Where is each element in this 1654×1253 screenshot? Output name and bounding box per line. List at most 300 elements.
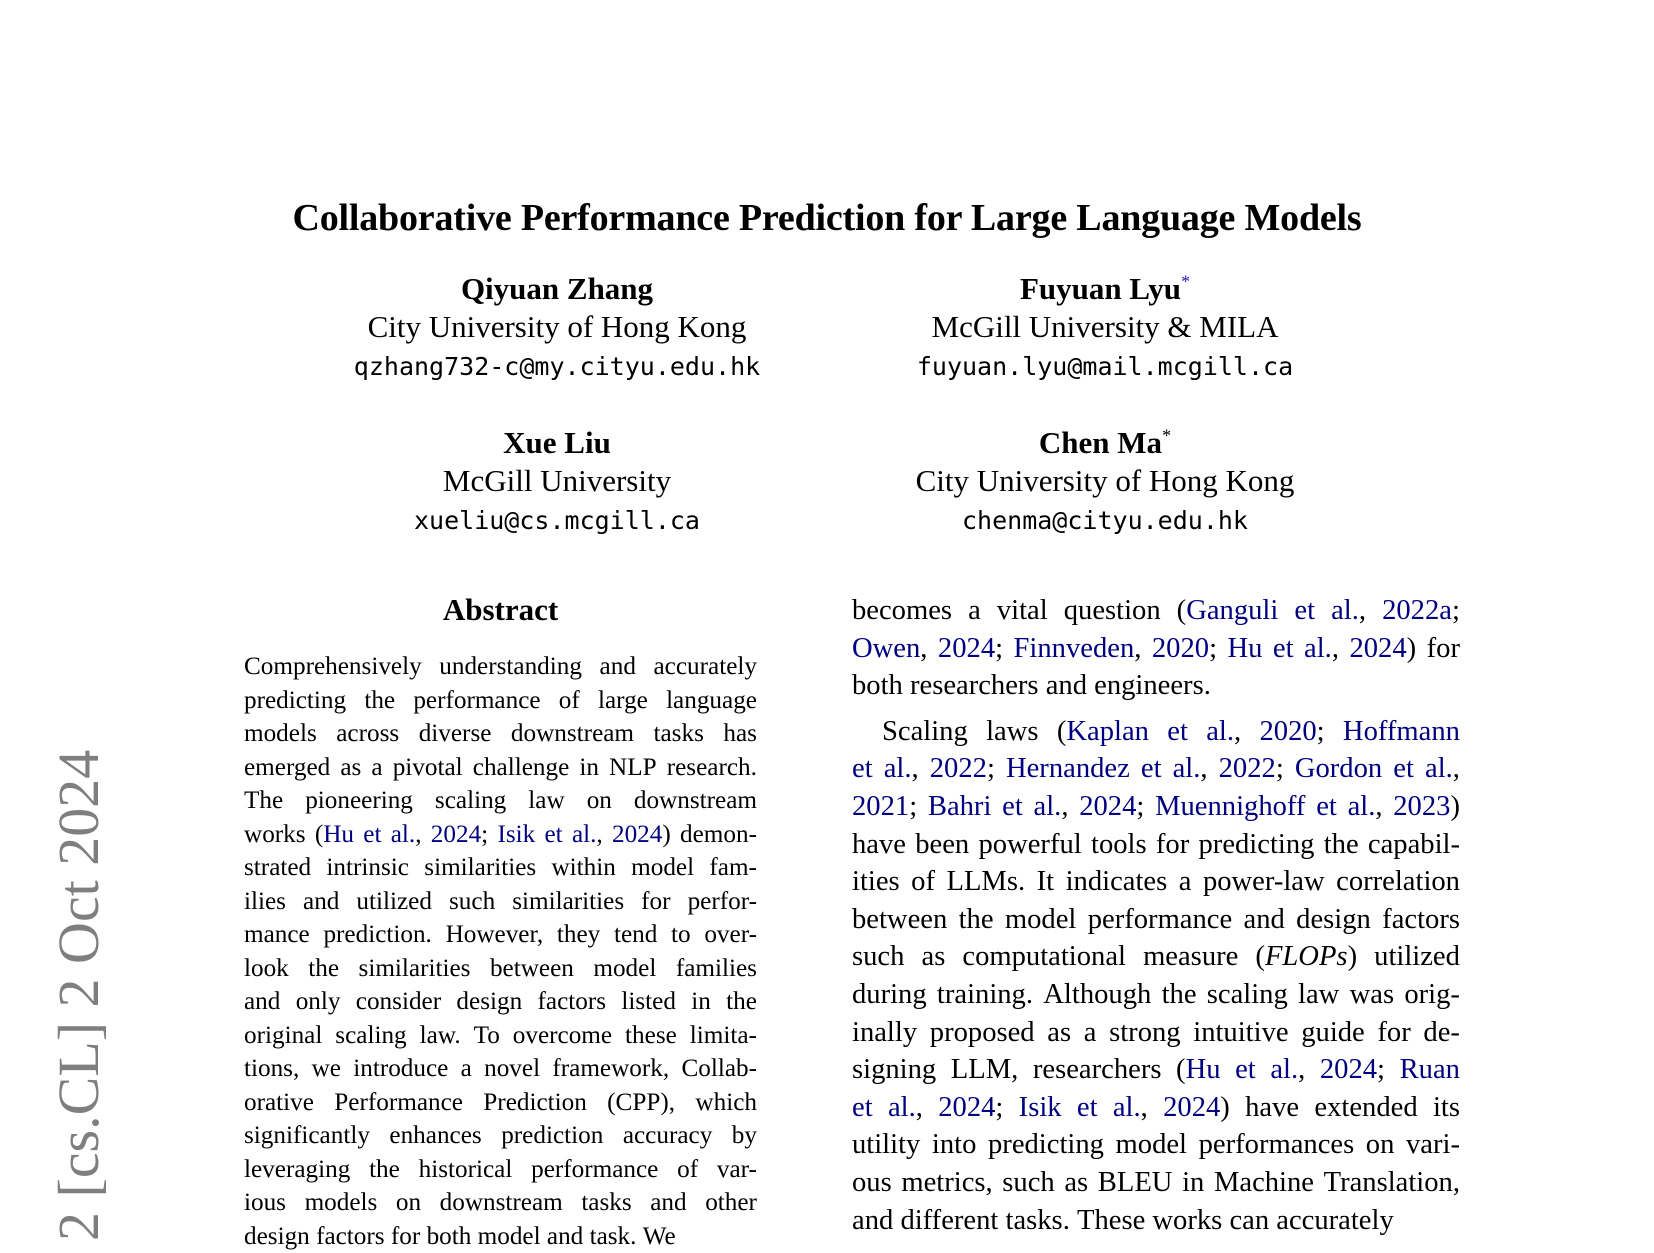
word bbox=[852, 1202, 893, 1240]
text-line bbox=[244, 952, 757, 986]
word bbox=[1320, 1051, 1385, 1089]
text-fragment: , bbox=[1453, 753, 1460, 784]
word bbox=[1057, 713, 1149, 751]
word bbox=[244, 1119, 370, 1153]
word bbox=[1199, 826, 1315, 864]
text-fragment: to bbox=[671, 921, 691, 948]
word bbox=[547, 1220, 583, 1253]
text-fragment: and bbox=[650, 1189, 686, 1216]
word bbox=[579, 751, 599, 785]
word bbox=[938, 630, 1003, 668]
text-fragment: Performance bbox=[334, 1089, 463, 1116]
text-fragment: pioneering bbox=[305, 787, 413, 814]
text-fragment: ilies bbox=[244, 888, 286, 915]
text-fragment: in bbox=[579, 754, 599, 781]
text-fragment: LLM, bbox=[951, 1054, 1019, 1085]
word bbox=[544, 818, 562, 852]
text-fragment: predicting bbox=[988, 1129, 1104, 1160]
citation-link[interactable]: Bahri bbox=[928, 791, 992, 822]
word bbox=[705, 1186, 757, 1220]
citation-link[interactable]: Hernandez bbox=[1006, 753, 1130, 784]
word bbox=[852, 667, 903, 705]
text-fragment: These bbox=[1077, 1205, 1145, 1236]
text-fragment: , bbox=[1359, 595, 1366, 626]
word bbox=[1294, 592, 1315, 630]
text-fragment: in bbox=[1182, 1167, 1204, 1198]
text-fragment: accuracy bbox=[623, 1122, 712, 1149]
word bbox=[704, 918, 757, 952]
arxiv-stamp[interactable]: 2 [cs.CL] 2 Oct 2024 bbox=[50, 750, 108, 1241]
text-fragment: ; bbox=[1276, 753, 1284, 784]
paragraph-gap bbox=[852, 705, 1460, 713]
citation-link[interactable]: Muennighoff bbox=[1155, 791, 1305, 822]
word bbox=[930, 1014, 1035, 1052]
word bbox=[316, 1220, 385, 1253]
text-fragment: We bbox=[643, 1223, 676, 1250]
word bbox=[643, 1220, 676, 1253]
word bbox=[1177, 592, 1279, 630]
intro-paragraph-2 bbox=[852, 713, 1460, 1239]
text-fragment: model bbox=[1116, 1129, 1187, 1160]
citation-link[interactable]: 2022 bbox=[1219, 753, 1276, 784]
word bbox=[884, 750, 919, 788]
text-fragment: models bbox=[244, 720, 317, 747]
word bbox=[852, 976, 927, 1014]
citation-link[interactable]: al. bbox=[572, 821, 596, 848]
word bbox=[391, 818, 422, 852]
text-fragment: strong bbox=[1109, 1017, 1180, 1048]
text-fragment: powerful bbox=[979, 829, 1082, 860]
text-line bbox=[244, 650, 757, 684]
text-fragment: such bbox=[449, 888, 495, 915]
word bbox=[312, 1052, 341, 1086]
word bbox=[513, 1019, 612, 1053]
word bbox=[435, 784, 506, 818]
citation-link[interactable]: et bbox=[1167, 716, 1188, 747]
word bbox=[1343, 713, 1460, 751]
text-fragment: a bbox=[968, 595, 981, 626]
citation-link[interactable]: al. bbox=[888, 1092, 916, 1123]
text-fragment: measure bbox=[1143, 941, 1238, 972]
text-line bbox=[852, 938, 1460, 976]
author-name: Xue Liu bbox=[277, 424, 837, 462]
text-line bbox=[852, 1051, 1460, 1089]
citation-link[interactable]: et bbox=[363, 821, 381, 848]
word bbox=[244, 684, 346, 718]
word bbox=[951, 1051, 1019, 1089]
text-fragment: a bbox=[371, 754, 382, 781]
text-fragment: ) bbox=[1220, 1092, 1230, 1123]
word bbox=[852, 788, 917, 826]
citation-link[interactable]: al. bbox=[1034, 791, 1062, 822]
word bbox=[1255, 938, 1357, 976]
citation-link[interactable]: Owen bbox=[852, 633, 920, 664]
citation-link[interactable]: al. bbox=[1331, 595, 1359, 626]
word bbox=[353, 1052, 448, 1086]
text-line bbox=[244, 1086, 757, 1120]
citation-link[interactable]: 2022a bbox=[1382, 595, 1452, 626]
author-email[interactable]: xueliu@cs.mcgill.ca bbox=[277, 500, 837, 542]
word bbox=[709, 851, 757, 885]
word bbox=[593, 952, 656, 986]
text-fragment: ( bbox=[1177, 595, 1187, 626]
text-fragment: , bbox=[1234, 716, 1241, 747]
citation-link[interactable]: al. bbox=[391, 821, 415, 848]
word bbox=[1182, 1164, 1204, 1202]
text-line bbox=[852, 1164, 1460, 1202]
text-fragment: families bbox=[676, 955, 757, 982]
word bbox=[1273, 630, 1294, 668]
text-fragment: these bbox=[625, 1022, 677, 1049]
text-fragment: research. bbox=[667, 754, 757, 781]
word bbox=[1336, 863, 1460, 901]
text-fragment: , bbox=[1141, 1092, 1148, 1123]
citation-link[interactable]: et bbox=[1393, 753, 1414, 784]
citation-link[interactable]: Ruan bbox=[1400, 1054, 1460, 1085]
text-fragment: and bbox=[303, 888, 339, 915]
text-fragment: such bbox=[852, 941, 904, 972]
text-fragment: a bbox=[1179, 866, 1192, 897]
word bbox=[680, 818, 757, 852]
word bbox=[512, 885, 624, 919]
text-fragment: during bbox=[852, 979, 927, 1010]
text-fragment: scaling bbox=[435, 787, 506, 814]
word bbox=[937, 976, 1033, 1014]
text-fragment: tasks bbox=[581, 1189, 631, 1216]
text-fragment: intuitive bbox=[1193, 1017, 1288, 1048]
text-fragment: orig- bbox=[1404, 979, 1460, 1010]
text-fragment: ; bbox=[987, 753, 995, 784]
citation-link[interactable]: Isik bbox=[497, 821, 535, 848]
word bbox=[979, 826, 1082, 864]
word bbox=[650, 1186, 686, 1220]
word bbox=[901, 1164, 992, 1202]
citation-link[interactable]: Gordon bbox=[1295, 753, 1382, 784]
text-fragment: perfor- bbox=[688, 888, 757, 915]
citation-link[interactable]: et bbox=[1316, 791, 1337, 822]
word bbox=[900, 1202, 998, 1240]
text-fragment: , bbox=[1375, 791, 1382, 822]
author-email[interactable]: fuyuan.lyu@mail.mcgill.ca bbox=[825, 346, 1385, 388]
text-line bbox=[852, 592, 1460, 630]
text-fragment: both bbox=[427, 1223, 472, 1250]
word bbox=[598, 684, 648, 718]
text-fragment: downstream bbox=[634, 787, 757, 814]
citation-link[interactable]: al. bbox=[1173, 753, 1201, 784]
word bbox=[356, 985, 441, 1019]
author-email[interactable]: chenma@cityu.edu.hk bbox=[825, 500, 1385, 542]
text-fragment: , bbox=[916, 1092, 923, 1123]
text-fragment: ; bbox=[995, 1092, 1003, 1123]
text-fragment: have bbox=[1245, 1092, 1299, 1123]
word bbox=[363, 818, 381, 852]
word bbox=[1349, 630, 1416, 668]
word bbox=[474, 1019, 500, 1053]
word bbox=[1006, 750, 1130, 788]
citation-link[interactable]: 2020 bbox=[1152, 633, 1209, 664]
text-fragment: de- bbox=[1423, 1017, 1460, 1048]
text-fragment: the bbox=[1324, 829, 1359, 860]
text-fragment: framework, bbox=[552, 1055, 669, 1082]
text-fragment: Translation, bbox=[1324, 1167, 1460, 1198]
citation-link[interactable]: al. bbox=[1304, 633, 1332, 664]
text-fragment: ; bbox=[1452, 595, 1460, 626]
text-line bbox=[852, 630, 1460, 668]
citation-link[interactable]: 2024 bbox=[612, 821, 662, 848]
citation-link[interactable]: Hu bbox=[1186, 1054, 1221, 1085]
word bbox=[1377, 1014, 1410, 1052]
word bbox=[244, 985, 280, 1019]
text-line bbox=[244, 684, 757, 718]
word bbox=[1229, 1202, 1269, 1240]
text-fragment: model bbox=[478, 1223, 541, 1250]
text-fragment: ; bbox=[1377, 1054, 1385, 1085]
text-fragment: ous bbox=[852, 1167, 892, 1198]
text-fragment: Although bbox=[1043, 979, 1151, 1010]
citation-link[interactable]: Isik bbox=[1019, 1092, 1062, 1123]
citation-link[interactable]: et bbox=[852, 753, 873, 784]
citation-link[interactable]: 2022 bbox=[930, 753, 987, 784]
text-fragment: BLEU bbox=[1098, 1167, 1173, 1198]
citation-link[interactable]: 2024 bbox=[1349, 633, 1406, 664]
word bbox=[1143, 938, 1238, 976]
word bbox=[473, 751, 570, 785]
word bbox=[1244, 901, 1285, 939]
text-line bbox=[244, 751, 757, 785]
text-fragment: for bbox=[391, 1223, 420, 1250]
text-fragment: ; bbox=[481, 821, 488, 848]
text-fragment: (CPP), bbox=[607, 1089, 675, 1116]
text-fragment: by bbox=[732, 1122, 757, 1149]
word bbox=[723, 717, 757, 751]
word bbox=[1019, 1089, 1062, 1127]
word bbox=[1193, 1014, 1288, 1052]
text-fragment: similarities bbox=[512, 888, 624, 915]
text-fragment: prediction. bbox=[323, 921, 431, 948]
word bbox=[1259, 713, 1324, 751]
citation-link[interactable]: 2021 bbox=[852, 791, 909, 822]
citation-link[interactable]: al. bbox=[1206, 716, 1234, 747]
text-fragment: different bbox=[900, 1205, 998, 1236]
word bbox=[1176, 1051, 1220, 1089]
text-fragment: utilized bbox=[1374, 941, 1460, 972]
text-fragment: accurately bbox=[1276, 1205, 1393, 1236]
citation-link[interactable]: 2024 bbox=[431, 821, 481, 848]
text-fragment: , bbox=[596, 821, 602, 848]
text-line bbox=[244, 717, 757, 751]
word bbox=[671, 918, 691, 952]
text-fragment: FLOPs bbox=[1265, 941, 1348, 972]
word bbox=[1374, 938, 1460, 976]
word bbox=[623, 1119, 712, 1153]
word bbox=[852, 630, 927, 668]
author-affiliation: City University of Hong Kong bbox=[825, 462, 1385, 500]
text-line bbox=[852, 1202, 1460, 1240]
word bbox=[1203, 863, 1325, 901]
citation-link[interactable]: al. bbox=[1270, 1054, 1298, 1085]
citation-link[interactable]: 2024 bbox=[1079, 791, 1136, 822]
word bbox=[688, 885, 757, 919]
citation-link[interactable]: al. bbox=[1348, 791, 1376, 822]
text-fragment: factors bbox=[538, 988, 607, 1015]
text-fragment: of bbox=[911, 866, 935, 897]
text-fragment: as bbox=[1047, 1017, 1071, 1048]
word bbox=[449, 885, 495, 919]
text-fragment: challenge bbox=[473, 754, 570, 781]
word bbox=[852, 1089, 873, 1127]
text-fragment: and bbox=[1244, 904, 1285, 935]
author-block bbox=[825, 270, 1385, 388]
word bbox=[1393, 788, 1460, 826]
citation-link[interactable]: 2024 bbox=[1163, 1092, 1220, 1123]
author-block bbox=[825, 424, 1385, 542]
citation-link[interactable]: et bbox=[1077, 1092, 1098, 1123]
word bbox=[456, 985, 522, 1019]
citation-link[interactable]: 2020 bbox=[1259, 716, 1316, 747]
word bbox=[559, 684, 580, 718]
text-fragment: ious bbox=[244, 1189, 286, 1216]
citation-link[interactable]: et bbox=[1273, 633, 1294, 664]
text-fragment: guide bbox=[1301, 1017, 1365, 1048]
text-fragment: both bbox=[852, 670, 903, 701]
citation-link[interactable]: al. bbox=[884, 753, 912, 784]
word bbox=[852, 901, 947, 939]
citation-link[interactable]: Kaplan bbox=[1066, 716, 1149, 747]
citation-link[interactable]: 2023 bbox=[1393, 791, 1450, 822]
text-fragment: mance bbox=[244, 921, 310, 948]
word bbox=[852, 1126, 920, 1164]
citation-link[interactable]: 2024 bbox=[938, 633, 995, 664]
text-fragment: performance bbox=[1088, 904, 1232, 935]
text-fragment: and bbox=[1046, 670, 1087, 701]
text-fragment: large bbox=[598, 687, 648, 714]
word bbox=[1094, 667, 1211, 705]
word bbox=[1298, 976, 1339, 1014]
word bbox=[427, 1220, 472, 1253]
word bbox=[244, 918, 310, 952]
text-fragment: ; bbox=[1317, 716, 1325, 747]
text-fragment: on bbox=[587, 787, 612, 814]
citation-link[interactable]: 2024 bbox=[938, 1092, 995, 1123]
text-fragment: they bbox=[557, 921, 600, 948]
citation-link[interactable]: al. bbox=[1113, 1092, 1141, 1123]
word bbox=[490, 952, 574, 986]
citation-link[interactable]: al. bbox=[1425, 753, 1453, 784]
citation-link[interactable]: et bbox=[1235, 1054, 1256, 1085]
word bbox=[1423, 1014, 1460, 1052]
text-fragment: utility bbox=[852, 1129, 920, 1160]
word bbox=[244, 1220, 310, 1253]
text-fragment: enhances bbox=[389, 1122, 481, 1149]
word bbox=[483, 1086, 587, 1120]
citation-link[interactable]: Finnveden bbox=[1014, 633, 1135, 664]
word bbox=[1079, 788, 1144, 826]
text-fragment: researchers bbox=[1033, 1054, 1162, 1085]
text-line bbox=[852, 976, 1460, 1014]
text-fragment: and bbox=[852, 1205, 893, 1236]
word bbox=[852, 750, 873, 788]
text-fragment: , bbox=[1298, 1054, 1305, 1085]
text-fragment: within bbox=[551, 854, 615, 881]
word bbox=[340, 751, 361, 785]
text-fragment: Comprehensively bbox=[244, 653, 422, 680]
text-fragment: ) bbox=[662, 821, 670, 848]
word bbox=[356, 885, 432, 919]
citation-link[interactable]: et bbox=[852, 1092, 873, 1123]
word bbox=[1098, 1164, 1173, 1202]
word bbox=[391, 1220, 420, 1253]
word bbox=[461, 1052, 472, 1086]
citation-link[interactable]: Ganguli bbox=[1186, 595, 1278, 626]
text-fragment: design bbox=[244, 1223, 310, 1250]
text-fragment: factors bbox=[316, 1223, 385, 1250]
text-fragment: laws bbox=[986, 716, 1038, 747]
word bbox=[654, 717, 704, 751]
text-fragment: extended bbox=[1314, 1092, 1417, 1123]
text-line bbox=[852, 1126, 1460, 1164]
author-name: Chen Ma* bbox=[825, 424, 1385, 462]
text-fragment: other bbox=[705, 1189, 757, 1216]
text-fragment: listed bbox=[621, 988, 676, 1015]
word bbox=[1163, 1089, 1230, 1127]
text-fragment: have bbox=[852, 829, 906, 860]
word bbox=[1034, 788, 1069, 826]
text-fragment: vital bbox=[997, 595, 1048, 626]
citation-link[interactable]: et bbox=[1141, 753, 1162, 784]
text-fragment: Collab- bbox=[681, 1055, 757, 1082]
citation-link[interactable]: et bbox=[1002, 791, 1023, 822]
text-fragment: a bbox=[1084, 1017, 1097, 1048]
word bbox=[1296, 901, 1371, 939]
word bbox=[359, 952, 471, 986]
text-fragment: only bbox=[296, 988, 341, 1015]
text-fragment: in bbox=[691, 988, 711, 1015]
citation-link[interactable]: 2024 bbox=[1320, 1054, 1377, 1085]
word bbox=[888, 1089, 923, 1127]
word bbox=[244, 1052, 299, 1086]
citation-link[interactable]: Hu bbox=[323, 821, 354, 848]
author-name: Fuyuan Lyu* bbox=[825, 270, 1385, 308]
text-fragment: similarities bbox=[359, 955, 471, 982]
text-fragment: the bbox=[726, 988, 757, 1015]
text-fragment: as bbox=[340, 754, 361, 781]
text-fragment: ( bbox=[1255, 941, 1265, 972]
text-fragment: downstream bbox=[511, 720, 634, 747]
word bbox=[1152, 1202, 1222, 1240]
word bbox=[1077, 1089, 1098, 1127]
text-fragment: law bbox=[528, 787, 564, 814]
author-email[interactable]: qzhang732-c@my.cityu.edu.hk bbox=[277, 346, 837, 388]
abstract-body bbox=[244, 650, 757, 1253]
text-fragment: tools bbox=[1091, 829, 1147, 860]
citation-link[interactable]: et bbox=[544, 821, 562, 848]
introduction-body bbox=[852, 592, 1460, 1239]
citation-link[interactable]: Hoffmann bbox=[1343, 716, 1460, 747]
word bbox=[1046, 667, 1087, 705]
word bbox=[634, 784, 757, 818]
footnote-marker[interactable]: * bbox=[1181, 272, 1190, 292]
word bbox=[244, 952, 289, 986]
word bbox=[590, 1220, 637, 1253]
text-fragment: and bbox=[600, 653, 636, 680]
word bbox=[244, 1019, 322, 1053]
text-fragment: across bbox=[336, 720, 399, 747]
text-fragment: proposed bbox=[930, 1017, 1035, 1048]
text-fragment: performance bbox=[413, 687, 540, 714]
citation-link[interactable]: Hu bbox=[1227, 633, 1262, 664]
text-fragment: question bbox=[1064, 595, 1161, 626]
citation-link[interactable]: et bbox=[1294, 595, 1315, 626]
